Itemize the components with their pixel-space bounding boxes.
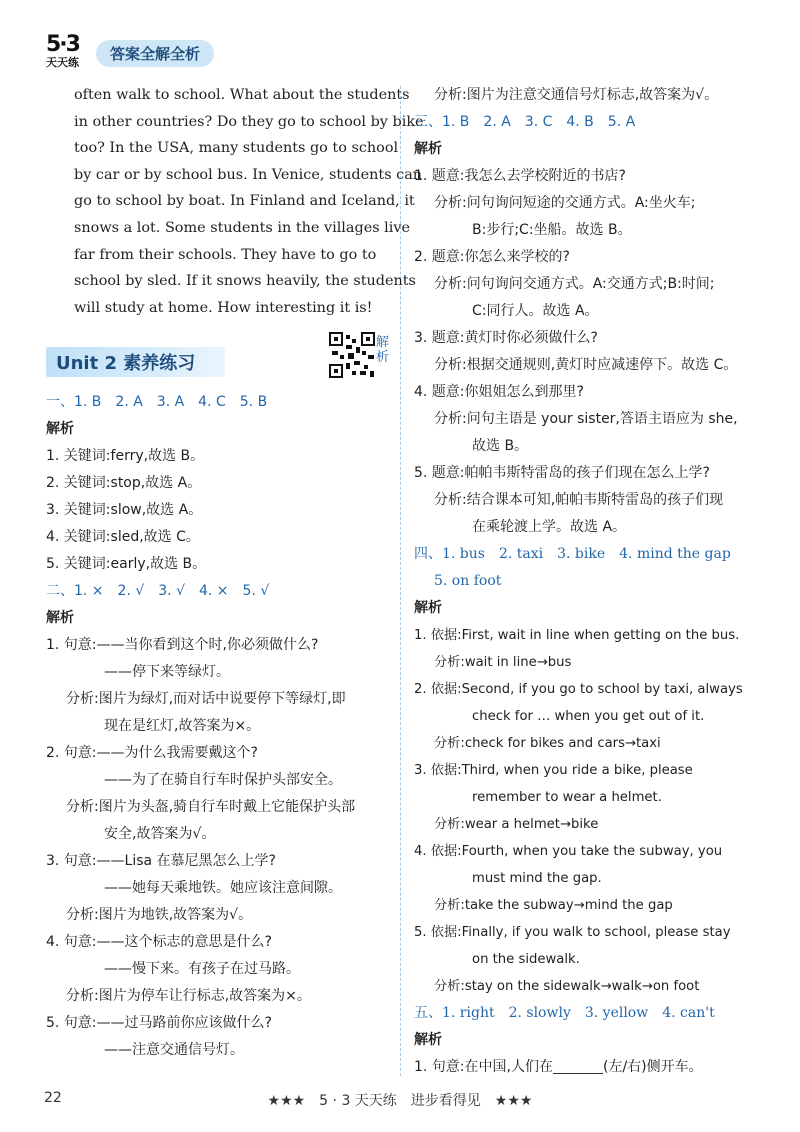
section-2-line: 4. 句意:——这个标志的意思是什么? bbox=[46, 934, 272, 951]
section-3-line: 在乘轮渡上学。故选 A。 bbox=[472, 519, 627, 535]
passage-line: too? In the USA, many students go to school bbox=[74, 140, 399, 157]
section-3-line: 5. 题意:帕帕韦斯特雷岛的孩子们现在怎么上学? bbox=[414, 465, 710, 481]
left-column bbox=[46, 82, 424, 1064]
section-2-line: 1. 句意:——当你看到这个时,你必须做什么? bbox=[46, 637, 319, 654]
section-4-line: check for … when you get out of it. bbox=[472, 709, 705, 724]
section-3-line: 故选 B。 bbox=[472, 438, 529, 454]
section-5-jiexi: 解析 bbox=[414, 1032, 442, 1048]
section-4-line: remember to wear a helmet. bbox=[472, 790, 662, 805]
passage-line: go to school by boat. In Finland and Iceland, it bbox=[74, 193, 415, 210]
section-4-answers-cont: 5. on foot bbox=[434, 573, 502, 589]
section-4-line: 分析:wear a helmet→bike bbox=[434, 817, 599, 832]
section-2-line: 3. 句意:——Lisa 在慕尼黑怎么上学? bbox=[46, 853, 276, 870]
section-4-line: 3. 依据:Third, when you ride a bike, please bbox=[414, 763, 693, 778]
section-5-line-post: (左/右)侧开车。 bbox=[602, 1059, 703, 1075]
unit-banner bbox=[46, 331, 390, 389]
section-3-line: 分析:问句询问交通方式。A:交通方式;B:时间; bbox=[434, 276, 715, 292]
logo-bottom-text: 天天练 bbox=[46, 56, 79, 69]
section-3-line: C:同行人。故选 A。 bbox=[472, 303, 599, 319]
section-1-item: 5. 关键词:early,故选 B。 bbox=[46, 556, 207, 573]
section-3-answers: 三、1. B 2. A 3. C 4. B 5. A bbox=[414, 114, 636, 130]
fill-blank bbox=[553, 1073, 603, 1074]
right-column bbox=[414, 82, 758, 1081]
passage-line: far from their schools. They have to go to bbox=[74, 246, 377, 263]
section-2-line: 分析:图片为头盔,骑自行车时戴上它能保护头部 bbox=[66, 799, 356, 816]
page-number: 22 bbox=[44, 1090, 62, 1106]
section-4-line: 分析:check for bikes and cars→taxi bbox=[434, 736, 661, 751]
section-3-line: 分析:结合课本可知,帕帕韦斯特雷岛的孩子们现 bbox=[434, 492, 724, 508]
section-3-jiexi: 解析 bbox=[414, 141, 442, 157]
passage-line: snows a lot. Some students in the villages live bbox=[74, 219, 411, 236]
section-2-line: 安全,故答案为√。 bbox=[104, 826, 216, 843]
section-4-answers: 四、1. bus 2. taxi 3. bike 4. mind the gap bbox=[414, 546, 731, 562]
section-2-line: 分析:图片为地铁,故答案为√。 bbox=[66, 907, 253, 924]
section-1-item: 4. 关键词:sled,故选 C。 bbox=[46, 529, 200, 546]
section-1-jiexi: 解析 bbox=[46, 421, 74, 438]
section-2-line: ——停下来等绿灯。 bbox=[104, 664, 230, 681]
section-4-line: 1. 依据:First, wait in line when getting on the bus. bbox=[414, 628, 740, 643]
section-3-line: 2. 题意:你怎么来学校的? bbox=[414, 249, 570, 265]
section-4-line: must mind the gap. bbox=[472, 871, 602, 886]
section-2-line: ——她每天乘地铁。她应该注意间隙。 bbox=[104, 880, 342, 897]
unit-title: Unit 2 素养练习 bbox=[46, 347, 225, 377]
section-2-line: ——为了在骑自行车时保护头部安全。 bbox=[104, 772, 342, 789]
section-5-line-pre: 1. 句意:在中国,人们在 bbox=[414, 1059, 553, 1075]
section-4-jiexi: 解析 bbox=[414, 600, 442, 616]
section-3-line: 分析:问句主语是 your sister,答语主语应为 she, bbox=[434, 411, 738, 427]
section-3-line: B:步行;C:坐船。故选 B。 bbox=[472, 222, 632, 238]
english-passage bbox=[46, 82, 424, 321]
section-4-line: 2. 依据:Second, if you go to school by taxi, always bbox=[414, 682, 743, 697]
section-4-line: 4. 依据:Fourth, when you take the subway, you bbox=[414, 844, 723, 859]
section-2-line: 分析:图片为停车让行标志,故答案为×。 bbox=[66, 988, 311, 1005]
section-1-item: 2. 关键词:stop,故选 A。 bbox=[46, 475, 202, 492]
brand-logo bbox=[44, 32, 94, 72]
section-4-line: 分析:wait in line→bus bbox=[434, 655, 572, 670]
section-3-line: 分析:根据交通规则,黄灯时应减速停下。故选 C。 bbox=[434, 357, 738, 373]
qr-code-icon[interactable] bbox=[328, 331, 376, 379]
page-header bbox=[44, 32, 344, 72]
passage-line: by car or by school bus. In Venice, students can bbox=[74, 166, 423, 183]
section-1-item: 3. 关键词:slow,故选 A。 bbox=[46, 502, 203, 519]
section-1-answers: 一、1. B 2. A 3. A 4. C 5. B bbox=[46, 394, 268, 411]
section-2-line: 现在是红灯,故答案为×。 bbox=[104, 718, 261, 735]
passage-line: will study at home. How interesting it is! bbox=[74, 299, 373, 316]
section-5-answers: 五、1. right 2. slowly 3. yellow 4. can't bbox=[414, 1005, 715, 1021]
section-2-line: 5. 句意:——过马路前你应该做什么? bbox=[46, 1015, 272, 1032]
section-3-line: 4. 题意:你姐姐怎么到那里? bbox=[414, 384, 584, 400]
section-3-line: 分析:问句询问短途的交通方式。A:坐火车; bbox=[434, 195, 696, 211]
section-2-answers: 二、1. × 2. √ 3. √ 4. × 5. √ bbox=[46, 583, 270, 600]
header-title: 答案全解全析 bbox=[96, 40, 214, 67]
passage-line: often walk to school. What about the students bbox=[74, 87, 410, 103]
continued-line: 分析:图片为注意交通信号灯标志,故答案为√。 bbox=[434, 87, 719, 103]
qr-label: 解析 bbox=[376, 335, 390, 366]
section-3-line: 3. 题意:黄灯时你必须做什么? bbox=[414, 330, 598, 346]
section-4-line: on the sidewalk. bbox=[472, 952, 580, 967]
logo-top-text: 5·3 bbox=[46, 32, 79, 57]
section-4-line: 分析:take the subway→mind the gap bbox=[434, 898, 673, 913]
section-4-line: 5. 依据:Finally, if you walk to school, please stay bbox=[414, 925, 731, 940]
section-2-line: ——注意交通信号灯。 bbox=[104, 1042, 244, 1059]
section-2-line: 2. 句意:——为什么我需要戴这个? bbox=[46, 745, 258, 762]
section-2-line: 分析:图片为绿灯,而对话中说要停下等绿灯,即 bbox=[66, 691, 346, 708]
section-2-line: ——慢下来。有孩子在过马路。 bbox=[104, 961, 300, 978]
passage-line: school by sled. If it snows heavily, the students bbox=[74, 273, 416, 290]
footer-slogan: ★★★ 5 · 3 天天练 进步看得见 ★★★ bbox=[267, 1093, 533, 1109]
section-4-line: 分析:stay on the sidewalk→walk→on foot bbox=[434, 979, 700, 994]
section-5-line bbox=[414, 1054, 758, 1081]
section-2-jiexi: 解析 bbox=[46, 610, 74, 627]
section-1-item: 1. 关键词:ferry,故选 B。 bbox=[46, 448, 205, 465]
section-3-line: 1. 题意:我怎么去学校附近的书店? bbox=[414, 168, 626, 184]
passage-line: in other countries? Do they go to school by bike bbox=[74, 113, 424, 130]
